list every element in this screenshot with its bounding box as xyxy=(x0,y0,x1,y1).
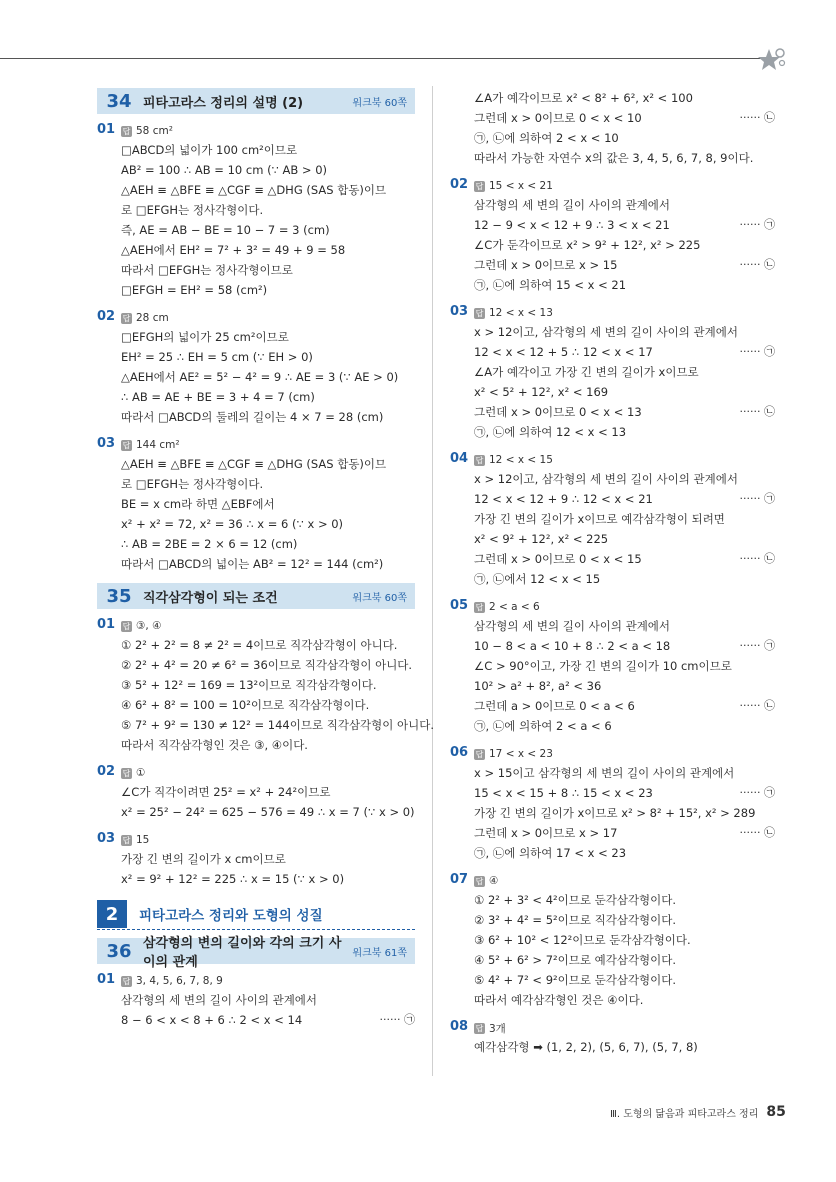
solution-text: 그런데 x > 0이므로 0 < x < 10 xyxy=(474,111,642,125)
solution-line xyxy=(121,367,415,387)
solution-text: 예각삼각형 ➡ (1, 2, 2), (5, 6, 7), (5, 7, 8) xyxy=(474,1040,698,1054)
answer-line xyxy=(121,122,415,140)
answer-value: ① xyxy=(136,767,146,779)
solution-line xyxy=(121,635,415,655)
section-number: 34 xyxy=(106,90,132,112)
section-number: 36 xyxy=(106,940,132,962)
answer-line xyxy=(121,436,415,454)
solution-text: 따라서 예각삼각형인 것은 ④이다. xyxy=(474,993,644,1007)
solution-line xyxy=(121,735,415,755)
answer-badge: 답 xyxy=(475,308,484,318)
solution-text: 가장 긴 변의 길이가 x이므로 x² > 8² + 15², x² > 289 xyxy=(474,806,756,820)
solution-text: 그런데 x > 0이므로 x > 17 xyxy=(474,826,618,840)
left-column xyxy=(97,88,435,1039)
problem-number: 01 xyxy=(97,122,116,137)
solution-line xyxy=(121,160,415,180)
answer-badge: 답 xyxy=(475,1023,484,1033)
chapter-number: 2 xyxy=(97,900,127,928)
solution-text: ∠C > 90°이고, 가장 긴 변의 길이가 10 cm이므로 xyxy=(474,659,732,673)
problem-solution xyxy=(450,304,775,442)
answer-line xyxy=(474,745,775,763)
solution-line xyxy=(121,534,415,554)
solution-line xyxy=(121,782,415,802)
solution-line xyxy=(121,514,415,534)
solution-line xyxy=(474,1037,775,1057)
answer-line xyxy=(121,617,415,635)
solution-text: 삼각형의 세 변의 길이 사이의 관계에서 xyxy=(474,619,671,633)
problem-solution xyxy=(450,177,775,295)
solution-text: □EFGH의 넓이가 25 cm²이므로 xyxy=(121,330,289,344)
answer-badge: 답 xyxy=(122,440,131,450)
solution-line xyxy=(474,636,775,656)
solution-text: 삼각형의 세 변의 길이 사이의 관계에서 xyxy=(121,993,318,1007)
solution-text: □ABCD의 넓이가 100 cm²이므로 xyxy=(121,143,298,157)
solution-line xyxy=(474,716,775,736)
solution-text: BE = x cm라 하면 △EBF에서 xyxy=(121,497,275,511)
workbook-ref: 워크북 60쪽 xyxy=(352,592,407,604)
solution-line xyxy=(474,910,775,930)
solution-line xyxy=(474,616,775,636)
equation-tag: ······ ㉡ xyxy=(739,826,775,839)
answer-badge: 답 xyxy=(475,181,484,191)
answer-line xyxy=(121,972,415,990)
solution-text: 8 − 6 < x < 8 + 6 ∴ 2 < x < 14 xyxy=(121,1013,303,1027)
equation-tag: ······ ㉠ xyxy=(739,786,775,799)
solution-line xyxy=(474,128,775,148)
equation-tag: ······ ㉡ xyxy=(739,552,775,565)
solution-line xyxy=(474,930,775,950)
solution-line xyxy=(474,402,775,422)
solution-text: 12 < x < 12 + 5 ∴ 12 < x < 17 xyxy=(474,345,653,359)
solution-line xyxy=(474,656,775,676)
problem-number: 01 xyxy=(97,617,116,632)
page-number: 85 xyxy=(766,1104,786,1120)
section-header xyxy=(97,88,415,114)
solution-line xyxy=(121,260,415,280)
solution-text: 10² > a² + 8², a² < 36 xyxy=(474,679,602,693)
answer-value: 15 xyxy=(136,834,150,846)
solution-line xyxy=(474,469,775,489)
solution-line xyxy=(474,382,775,402)
problem-solution xyxy=(450,451,775,589)
problem-number: 02 xyxy=(450,177,469,192)
solution-line xyxy=(474,783,775,803)
solution-text: △AEH에서 EH² = 7² + 3² = 49 + 9 = 58 xyxy=(121,243,346,257)
answer-badge: 답 xyxy=(475,455,484,465)
answer-value: 17 < x < 23 xyxy=(489,748,553,760)
problem-solution xyxy=(97,122,415,300)
solution-line xyxy=(474,843,775,863)
solution-line xyxy=(121,655,415,675)
solution-text: ㉠, ㉡에 의하여 17 < x < 23 xyxy=(474,846,627,860)
solution-text: 따라서 가능한 자연수 x의 값은 3, 4, 5, 6, 7, 8, 9이다. xyxy=(474,151,754,165)
solution-line xyxy=(474,489,775,509)
answer-value: 58 cm² xyxy=(136,125,173,137)
problem-solution xyxy=(450,872,775,1010)
solution-line xyxy=(474,696,775,716)
solution-line xyxy=(121,240,415,260)
equation-tag: ······ ㉡ xyxy=(739,258,775,271)
chapter-header xyxy=(97,899,415,930)
answer-line xyxy=(474,451,775,469)
equation-tag: ······ ㉠ xyxy=(739,492,775,505)
solution-line xyxy=(474,509,775,529)
answer-value: 3개 xyxy=(489,1022,506,1035)
solution-text: △AEH에서 AE² = 5² − 4² = 9 ∴ AE = 3 (∵ AE > 0) xyxy=(121,370,399,384)
solution-line xyxy=(121,454,415,474)
problem-solution xyxy=(97,972,415,1030)
solution-line xyxy=(121,715,435,735)
problem-number: 07 xyxy=(450,872,469,887)
answer-value: 3, 4, 5, 6, 7, 8, 9 xyxy=(136,975,223,987)
solution-text: ④ 5² + 6² > 7²이므로 예각삼각형이다. xyxy=(474,953,677,967)
solution-text: ∴ AB = AE + BE = 3 + 4 = 7 (cm) xyxy=(121,390,315,404)
answer-line xyxy=(474,872,775,890)
solution-line xyxy=(474,275,775,295)
solution-line xyxy=(474,890,775,910)
problem-solution xyxy=(97,617,435,755)
solution-text: ㉠, ㉡에 의하여 2 < x < 10 xyxy=(474,131,619,145)
problem-solution xyxy=(450,598,775,736)
chapter-title: 피타고라스 정리와 도형의 성질 xyxy=(139,908,323,924)
solution-line xyxy=(121,849,415,869)
solution-text: ∠A가 예각이므로 x² < 8² + 6², x² < 100 xyxy=(474,91,693,105)
solution-text: ④ 6² + 8² = 100 = 10²이므로 직각삼각형이다. xyxy=(121,698,370,712)
equation-tag: ······ ㉠ xyxy=(739,218,775,231)
answer-line xyxy=(121,764,415,782)
solution-text: 로 □EFGH는 정사각형이다. xyxy=(121,477,264,491)
solution-line xyxy=(121,494,415,514)
solution-text: △AEH ≡ △BFE ≡ △CGF ≡ △DHG (SAS 합동)이므 xyxy=(121,457,387,471)
solution-text: 10 − 8 < a < 10 + 8 ∴ 2 < a < 18 xyxy=(474,639,671,653)
problem-solution xyxy=(97,764,415,822)
answer-line xyxy=(474,598,775,616)
answer-value: ④ xyxy=(489,875,499,887)
problem-number: 01 xyxy=(97,972,116,987)
solution-text: 그런데 x > 0이므로 0 < x < 13 xyxy=(474,405,642,419)
solution-text: EH² = 25 ∴ EH = 5 cm (∵ EH > 0) xyxy=(121,350,313,364)
solution-line xyxy=(121,347,415,367)
solution-text: 따라서 직각삼각형인 것은 ③, ④이다. xyxy=(121,738,308,752)
section-title: 피타고라스 정리의 설명 (2) xyxy=(143,95,304,111)
solution-text: ② 3² + 4² = 5²이므로 직각삼각형이다. xyxy=(474,913,677,927)
solution-text: x² < 9² + 12², x² < 225 xyxy=(474,532,609,546)
solution-text: △AEH ≡ △BFE ≡ △CGF ≡ △DHG (SAS 합동)이므 xyxy=(121,183,387,197)
solution-line xyxy=(474,803,775,823)
section-number: 35 xyxy=(106,585,132,607)
equation-tag: ······ ㉠ xyxy=(739,639,775,652)
solution-line xyxy=(121,200,415,220)
solution-line xyxy=(474,990,775,1010)
solution-line xyxy=(121,280,415,300)
solution-line xyxy=(474,529,775,549)
equation-tag: ······ ㉠ xyxy=(739,345,775,358)
right-column xyxy=(450,88,775,1066)
problem-solution xyxy=(450,745,775,863)
solution-line xyxy=(474,148,775,168)
equation-tag: ······ ㉡ xyxy=(739,111,775,124)
answer-value: 2 < a < 6 xyxy=(489,601,540,613)
answer-badge: 답 xyxy=(122,126,131,136)
solution-line xyxy=(474,108,775,128)
solution-text: □EFGH = EH² = 58 (cm²) xyxy=(121,283,268,297)
star-icon xyxy=(756,45,786,75)
solution-text: x² + x² = 72, x² = 36 ∴ x = 6 (∵ x > 0) xyxy=(121,517,344,531)
solution-text: ㉠, ㉡에서 12 < x < 15 xyxy=(474,572,601,586)
solution-line xyxy=(474,88,775,108)
solution-line xyxy=(121,180,415,200)
answer-value: 12 < x < 13 xyxy=(489,307,553,319)
answer-line xyxy=(474,177,775,195)
solution-line xyxy=(474,235,775,255)
solution-text: ∠A가 예각이고 가장 긴 변의 길이가 x이므로 xyxy=(474,365,699,379)
section-title: 직각삼각형이 되는 조건 xyxy=(143,590,278,606)
answer-line xyxy=(474,1019,775,1037)
problem-number: 02 xyxy=(97,764,116,779)
problem-number: 02 xyxy=(97,309,116,324)
solution-line xyxy=(121,474,415,494)
solution-line xyxy=(474,255,775,275)
solution-text: 삼각형의 세 변의 길이 사이의 관계에서 xyxy=(474,198,671,212)
solution-text: 로 □EFGH는 정사각형이다. xyxy=(121,203,264,217)
problem-solution xyxy=(97,309,415,427)
solution-line xyxy=(474,763,775,783)
solution-line xyxy=(121,990,415,1010)
solution-line xyxy=(121,802,415,822)
solution-line xyxy=(121,695,415,715)
solution-line xyxy=(121,554,415,574)
top-rule xyxy=(0,58,768,59)
column-divider xyxy=(432,86,433,1076)
solution-line xyxy=(474,322,775,342)
answer-badge: 답 xyxy=(122,976,131,986)
answer-value: 144 cm² xyxy=(136,439,180,451)
solution-text: x² = 9² + 12² = 225 ∴ x = 15 (∵ x > 0) xyxy=(121,872,345,886)
answer-value: 12 < x < 15 xyxy=(489,454,553,466)
section-header xyxy=(97,936,415,970)
problem-number: 06 xyxy=(450,745,469,760)
solution-text: ⑤ 4² + 7² < 9²이므로 둔각삼각형이다. xyxy=(474,973,677,987)
solution-line xyxy=(121,387,415,407)
page-footer xyxy=(610,1104,786,1120)
problem-number: 03 xyxy=(97,436,116,451)
answer-badge: 답 xyxy=(122,768,131,778)
solution-text: ∴ AB = 2BE = 2 × 6 = 12 (cm) xyxy=(121,537,298,551)
solution-continued xyxy=(450,88,775,168)
problem-solution xyxy=(97,436,415,574)
solution-line xyxy=(121,675,415,695)
problem-number: 08 xyxy=(450,1019,469,1034)
answer-line xyxy=(121,309,415,327)
solution-text: ③ 5² + 12² = 169 = 13²이므로 직각삼각형이다. xyxy=(121,678,377,692)
solution-text: 그런데 a > 0이므로 0 < a < 6 xyxy=(474,699,635,713)
solution-text: 그런데 x > 0이므로 x > 15 xyxy=(474,258,618,272)
answer-line xyxy=(121,831,415,849)
answer-line xyxy=(474,304,775,322)
solution-line xyxy=(121,220,415,240)
solution-text: 그런데 x > 0이므로 0 < x < 15 xyxy=(474,552,642,566)
answer-badge: 답 xyxy=(122,835,131,845)
answer-badge: 답 xyxy=(475,602,484,612)
solution-line xyxy=(474,422,775,442)
answer-value: 15 < x < 21 xyxy=(489,180,553,192)
solution-text: ㉠, ㉡에 의하여 12 < x < 13 xyxy=(474,425,627,439)
solution-line xyxy=(474,549,775,569)
answer-badge: 답 xyxy=(122,621,131,631)
problem-solution xyxy=(450,1019,775,1057)
answer-badge: 답 xyxy=(475,876,484,886)
solution-text: 따라서 □ABCD의 넓이는 AB² = 12² = 144 (cm²) xyxy=(121,557,384,571)
solution-text: 즉, AE = AB − BE = 10 − 7 = 3 (cm) xyxy=(121,223,330,237)
solution-text: ⑤ 7² + 9² = 130 ≠ 12² = 144이므로 직각삼각형이 아니다. xyxy=(121,718,435,732)
answer-value: 28 cm xyxy=(136,312,169,324)
solution-text: 12 < x < 12 + 9 ∴ 12 < x < 21 xyxy=(474,492,653,506)
solution-line xyxy=(121,869,415,889)
answer-badge: 답 xyxy=(475,749,484,759)
problem-number: 05 xyxy=(450,598,469,613)
solution-text: x² = 25² − 24² = 625 − 576 = 49 ∴ x = 7 (∵ x > 0) xyxy=(121,805,415,819)
solution-text: x² < 5² + 12², x² < 169 xyxy=(474,385,609,399)
solution-text: ∠C가 둔각이므로 x² > 9² + 12², x² > 225 xyxy=(474,238,701,252)
solution-text: ㉠, ㉡에 의하여 2 < a < 6 xyxy=(474,719,612,733)
solution-text: ① 2² + 3² < 4²이므로 둔각삼각형이다. xyxy=(474,893,677,907)
solution-text: 가장 긴 변의 길이가 x cm이므로 xyxy=(121,852,286,866)
problem-number: 03 xyxy=(450,304,469,319)
solution-line xyxy=(121,1010,415,1030)
solution-text: ∠C가 직각이려면 25² = x² + 24²이므로 xyxy=(121,785,331,799)
answer-value: ③, ④ xyxy=(136,620,162,632)
section-header xyxy=(97,583,415,609)
solution-text: x > 15이고 삼각형의 세 변의 길이 사이의 관계에서 xyxy=(474,766,735,780)
solution-line xyxy=(474,569,775,589)
solution-line xyxy=(121,407,415,427)
solution-line xyxy=(474,215,775,235)
solution-text: AB² = 100 ∴ AB = 10 cm (∵ AB > 0) xyxy=(121,163,328,177)
solution-text: 12 − 9 < x < 12 + 9 ∴ 3 < x < 21 xyxy=(474,218,670,232)
solution-text: ① 2² + 2² = 8 ≠ 2² = 4이므로 직각삼각형이 아니다. xyxy=(121,638,398,652)
equation-tag: ······ ㉡ xyxy=(739,699,775,712)
equation-tag: ······ ㉠ xyxy=(379,1013,415,1026)
solution-line xyxy=(121,140,415,160)
workbook-ref: 워크북 60쪽 xyxy=(352,97,407,109)
section-title: 삼각형의 변의 길이와 각의 크기 사이의 관계 xyxy=(143,936,342,970)
solution-line xyxy=(474,195,775,215)
problem-number: 04 xyxy=(450,451,469,466)
equation-tag: ······ ㉡ xyxy=(739,405,775,418)
solution-line xyxy=(474,950,775,970)
solution-line xyxy=(474,676,775,696)
solution-line xyxy=(121,327,415,347)
solution-line xyxy=(474,362,775,382)
footer-chapter: Ⅲ. 도형의 닮음과 피타고라스 정리 xyxy=(610,1108,759,1120)
problem-number: 03 xyxy=(97,831,116,846)
problem-solution xyxy=(97,831,415,889)
solution-text: 따라서 □EFGH는 정사각형이므로 xyxy=(121,263,293,277)
solution-text: ㉠, ㉡에 의하여 15 < x < 21 xyxy=(474,278,627,292)
solution-line xyxy=(474,823,775,843)
solution-text: ② 2² + 4² = 20 ≠ 6² = 36이므로 직각삼각형이 아니다. xyxy=(121,658,413,672)
solution-text: ③ 6² + 10² < 12²이므로 둔각삼각형이다. xyxy=(474,933,691,947)
answer-badge: 답 xyxy=(122,313,131,323)
solution-line xyxy=(474,970,775,990)
solution-line xyxy=(474,342,775,362)
solution-text: x > 12이고, 삼각형의 세 변의 길이 사이의 관계에서 xyxy=(474,472,738,486)
solution-text: 15 < x < 15 + 8 ∴ 15 < x < 23 xyxy=(474,786,653,800)
solution-text: 가장 긴 변의 길이가 x이므로 예각삼각형이 되려면 xyxy=(474,512,725,526)
workbook-ref: 워크북 61쪽 xyxy=(352,947,407,959)
solution-text: 따라서 □ABCD의 둘레의 길이는 4 × 7 = 28 (cm) xyxy=(121,410,384,424)
solution-text: x > 12이고, 삼각형의 세 변의 길이 사이의 관계에서 xyxy=(474,325,738,339)
